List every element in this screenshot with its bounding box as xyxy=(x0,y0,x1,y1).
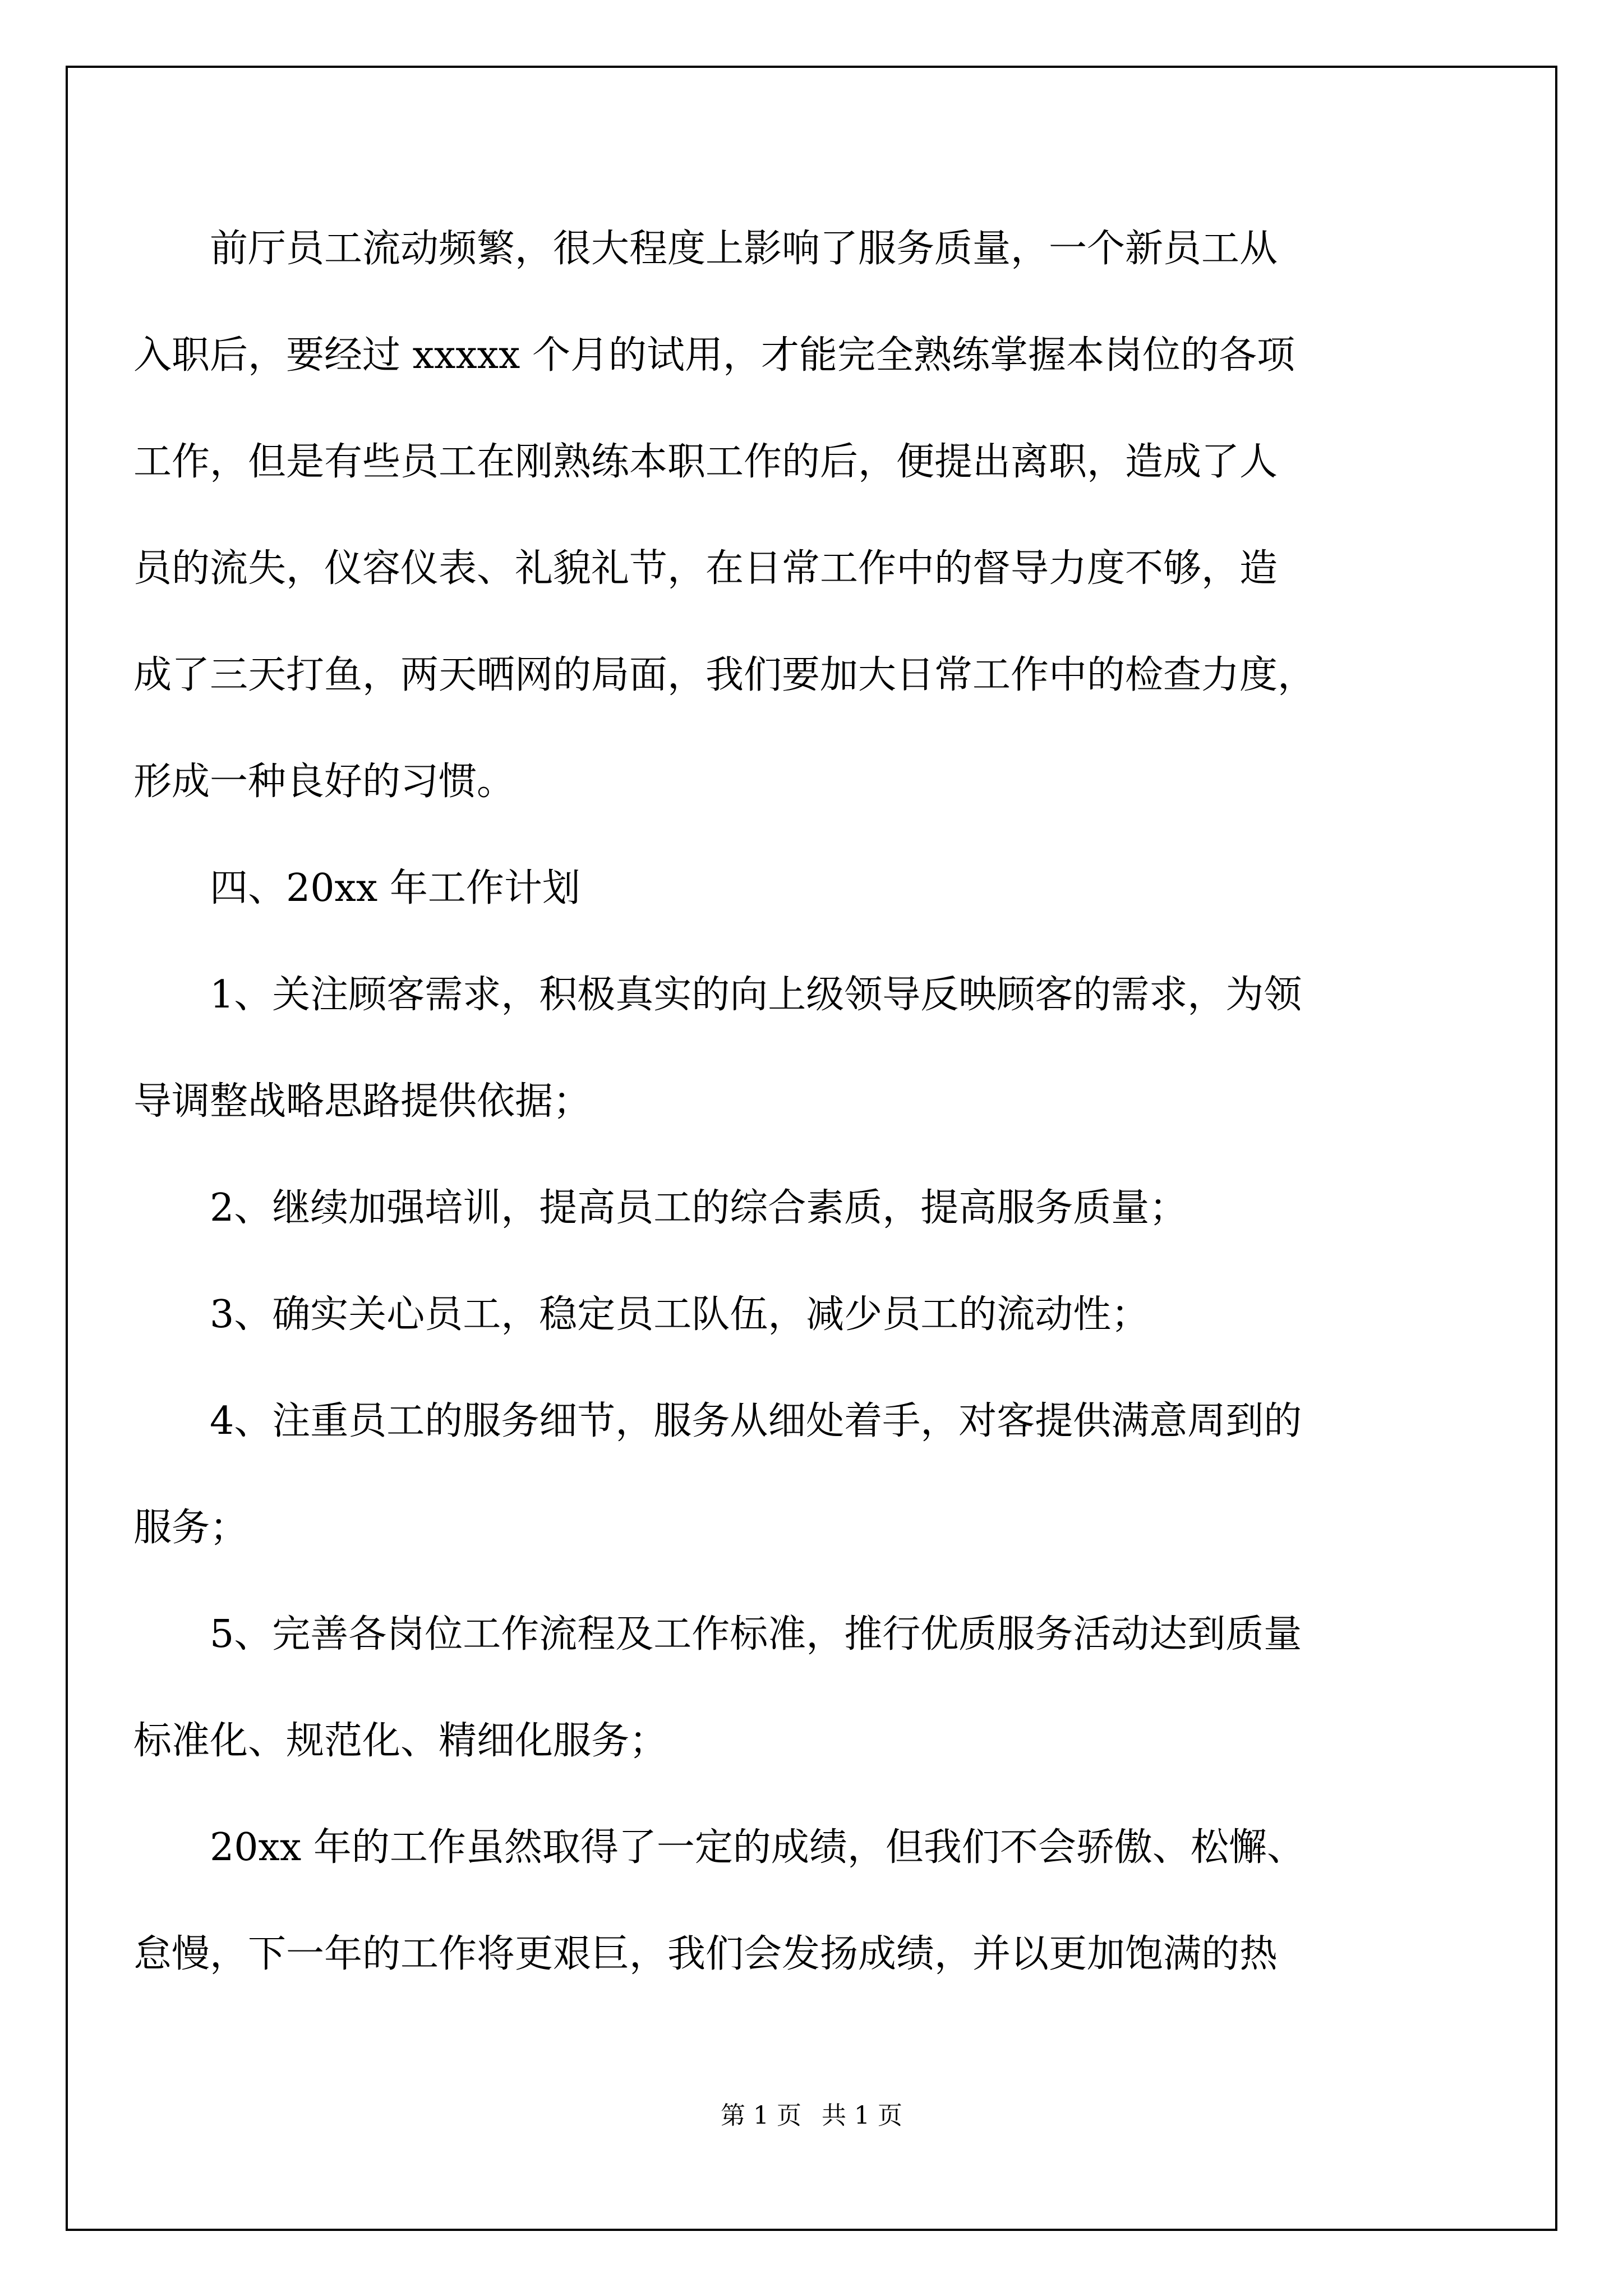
text-line: 成了三天打鱼，两天晒网的局面，我们要加大日常工作中的检查力度， xyxy=(133,653,1316,697)
text-line: 员的流失，仪容仪表、礼貌礼节，在日常工作中的督导力度不够，造 xyxy=(133,546,1278,591)
section-heading: 四、20xx 年工作计划 xyxy=(133,866,580,910)
text-line: 导调整战略思路提供依据； xyxy=(133,1079,592,1124)
text-line: 5、完善各岗位工作流程及工作标准，推行优质服务活动达到质量 xyxy=(133,1612,1302,1657)
text-line: 入职后，要经过 xxxxx 个月的试用，才能完全熟练掌握本岗位的各项 xyxy=(133,333,1295,378)
text-line: 形成一种良好的习惯。 xyxy=(133,760,515,804)
text-line: 前厅员工流动频繁，很大程度上影响了服务质量，一个新员工从 xyxy=(133,227,1278,271)
page-total: 共 1 页 xyxy=(822,2101,902,2130)
text-line: 1、关注顾客需求，积极真实的向上级领导反映顾客的需求，为领 xyxy=(133,973,1302,1017)
page-footer xyxy=(0,2095,1623,2131)
text-line: 标准化、规范化、精细化服务； xyxy=(133,1719,668,1763)
text-line: 工作，但是有些员工在刚熟练本职工作的后，便提出离职，造成了人 xyxy=(133,440,1278,484)
text-line: 20xx 年的工作虽然取得了一定的成绩，但我们不会骄傲、松懈、 xyxy=(133,1825,1305,1870)
text-line: 怠慢，下一年的工作将更艰巨，我们会发扬成绩，并以更加饱满的热 xyxy=(133,1932,1278,1976)
text-line: 2、继续加强培训，提高员工的综合素质，提高服务质量； xyxy=(133,1186,1188,1230)
text-line: 服务； xyxy=(133,1506,248,1550)
text-line: 3、确实关心员工，稳定员工队伍，减少员工的流动性； xyxy=(133,1292,1150,1337)
page-number: 第 1 页 xyxy=(721,2101,801,2130)
page-border xyxy=(66,66,1557,2231)
text-line: 4、注重员工的服务细节，服务从细处着手，对客提供满意周到的 xyxy=(133,1399,1302,1443)
